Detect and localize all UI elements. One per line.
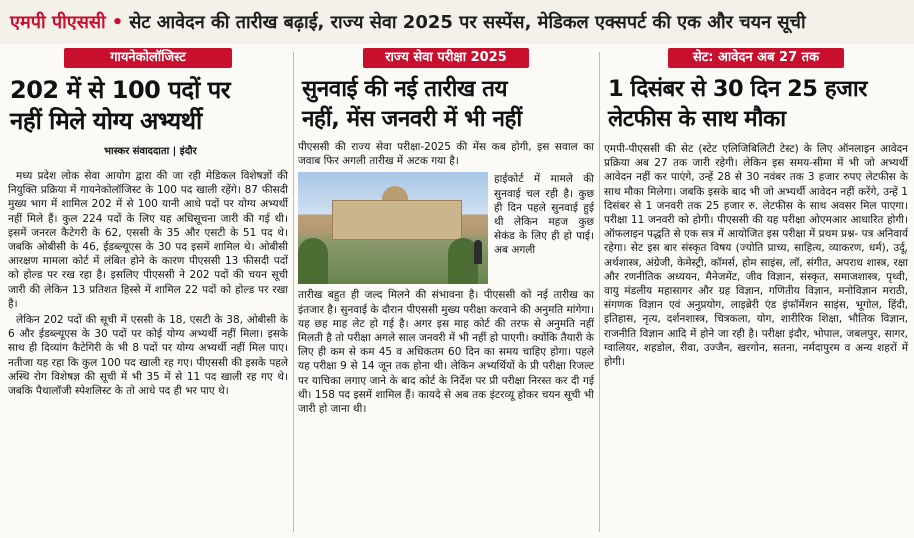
article-set-exam bbox=[604, 48, 908, 538]
article-tag: सेट: आवेदन अब 27 तक bbox=[668, 48, 844, 68]
headline-line: नहीं मिले योग्य अभ्यर्थी bbox=[10, 107, 202, 135]
headline-line: सुनवाई की नई तारीख तय bbox=[302, 76, 508, 102]
article-tag: राज्य सेवा परीक्षा 2025 bbox=[363, 48, 529, 68]
building bbox=[332, 200, 462, 240]
tree bbox=[298, 238, 328, 284]
column-divider bbox=[293, 52, 294, 532]
article-state-service-exam bbox=[298, 48, 594, 538]
article-headline bbox=[10, 75, 288, 137]
headline-line: लेटफीस के साथ मौका bbox=[608, 106, 786, 132]
article-intro: पीएससी की राज्य सेवा परीक्षा-2025 की मेंस कब होगी, इस सवाल का जवाब फिर अगली तारीख में अटक गया है। bbox=[298, 141, 594, 168]
article-gynecologist bbox=[8, 48, 288, 538]
side-text: हाईकोर्ट में मामले की सुनवाई चल रही है। कुछ ही दिन पहले सुनवाई हुई थी लेकिन महज कुछ सेकंड के लिए ही हो पाई। अब अगली bbox=[494, 173, 594, 257]
paragraph: मध्य प्रदेश लोक सेवा आयोग द्वारा की जा रही मेडिकल विशेषज्ञों की नियुक्ति प्रक्रिया में गायनेकोलॉजिस्ट के 100 पद खाली रहेंगे। 87 फीसदी मुख्य भाग में शामिल 202 में से 100 यानी आधे पदों पर योग्य अभ्यर्थी नहीं मिले हैं। कुल 224 पदों के लिए यह अधिसूचना जारी की गई थी। इसमें जनरल कैटेगरी के 62, एससी के 35 और एसटी के 51 पद थे। जबकि ओबीसी के 46, ईडब्ल्यूएस के 30 पद इसमें शामिल थे। ओबीसी आरक्षण मामला कोर्ट में लंबित होने के कारण पीएससी 13 फीसदी पदों को होल्ड पर रख रहा है। इसलिए पीएससी ने 202 पदों की चयन सूची जारी की लेकिन 13 प्रतिशत हिस्से में शामिल 22 पदों को होल्ड पर रखा है। bbox=[8, 170, 288, 310]
column-divider bbox=[599, 52, 600, 532]
article-body: तारीख बहुत ही जल्द मिलने की संभावना है। पीएससी को नई तारीख का इंतजार है। सुनवाई के दौरान पीएससी मुख्य परीक्षा करवाने की अनुमति मांगेगा। यह छह माह लेट हो गई है। अगर इस माह कोर्ट की तरफ से अनुमति नहीं मिलती है तो परीक्षा अगले साल जनवरी में भी नहीं हो पाएगी। क्योंकि तैयारी के लिए ही कम से कम 45 व अधिकतम 60 दिन का समय चाहिए होगा। पहले यह परीक्षा 9 से 14 जून तक होना थी। लेकिन अभ्यर्थियों के प्री परीक्षा रिजल्ट पर याचिका लगाए जाने के बाद कोर्ट के निर्देश पर प्री परीक्षा निरस्त कर दी गई थी। 158 पद इसमें शामिल हैं। कायदे से अब तक इंटरव्यू होकर चयन सूची भी जारी हो जाना थी। bbox=[298, 289, 594, 416]
section-brand: एमपी पीएससी bbox=[10, 12, 106, 33]
article-body bbox=[8, 169, 288, 398]
bullet-separator: • bbox=[111, 11, 124, 33]
photo-row bbox=[298, 172, 594, 284]
high-court-building-photo bbox=[298, 172, 488, 284]
section-title: सेट आवेदन की तारीख बढ़ाई, राज्य सेवा 2025 पर सस्पेंस, मेडिकल एक्सपर्ट की एक और चयन सूची bbox=[129, 12, 806, 33]
paragraph: लेकिन 202 पदों की सूची में एससी के 18, एसटी के 38, ओबीसी के 6 और ईडब्ल्यूएस के 30 पदों पर कोई योग्य अभ्यर्थी नहीं मिला। इसके साथ ही दिव्यांग कैटेगिरी के भी 8 पदों पर योग्य अभ्यर्थी नहीं मिल पाए। नतीजा यह रहा कि कुल 100 पद खाली रह गए। पीएससी की इसके पहले अस्थि रोग विशेषज्ञ की सूची में भी 35 में से 11 पद खाली रह गए थे। जबकि पैथालॉजी स्पेशलिस्ट के तो आधे पद ही भर पाए थे। bbox=[8, 314, 288, 398]
article-headline bbox=[608, 74, 908, 134]
section-header bbox=[0, 0, 914, 44]
article-body: एमपी-पीएससी की सेट (स्टेट एलिजिबिलिटी टेस्ट) के लिए ऑनलाइन आवेदन प्रक्रिया अब 27 तक जारी रहेगी। लेकिन इस समय-सीमा में भी जो अभ्यर्थी आवेदन नहीं कर पाएंगे, उन्हें 28 से 30 नवंबर तक 3 हजार रुपए लेटफीस के साथ मौका मिलेगा। जबकि इसके बाद भी जो अभ्यर्थी आवेदन नहीं करेंगे, उन्हें 1 दिसंबर से 1 जनवरी तक 25 हजार रु. लेटफीस के साथ अवसर मिल पाएगा। परीक्षा 11 जनवरी को होगी। पीएससी की यह परीक्षा ओएमआर आधारित होगी। ऑफलाइन पद्धति से एक सत्र में आयोजित इस परीक्षा में प्रथम प्रश्न- पत्र अनिवार्य रहेगा। सेट इस बार संस्कृत विषय (ज्योति प्राच्य, साहित्य, व्याकरण, धर्म), उर्दू, अर्थशास्त्र, अंग्रेजी, केमेस्ट्री, कॉमर्स, होम साइंस, लॉ, संगीत, अपराध शास्त्र, रक्षा और रणनीतिक अध्ययन, मैनेजमेंट, जीव विज्ञान, संस्कृत, समाजशास्त्र, पृथ्वी, वायु मंडलीय महासागर और ग्रह विज्ञान, गणितीय विज्ञान, मनोविज्ञान मराठी, संगणक विज्ञान एवं अनुप्रयोग, लाइब्रेरी एंड इंफॉर्मेशन साइंस, भूगोल, हिंदी, इतिहास, नृत्य, दर्शनशास्त्र, चित्रकला, योग, शारीरिक शिक्षा, भौतिक विज्ञान, राजनीति विज्ञान आदि में होने जा रही है। परीक्षा इंदौर, भोपाल, जबलपुर, सागर, ग्वालियर, शहडोल, रीवा, उज्जैन, खरगोन, सतना, नर्मदापुरम व अन्य शहरों में होगी। bbox=[604, 143, 908, 369]
headline-line: नहीं, मेंस जनवरी में भी नहीं bbox=[302, 106, 522, 132]
article-tag: गायनेकोलॉजिस्ट bbox=[64, 48, 232, 68]
article-headline bbox=[302, 74, 594, 134]
headline-line: 1 दिसंबर से 30 दिन 25 हजार bbox=[608, 76, 867, 102]
byline: भास्कर संवाददाता | इंदौर bbox=[104, 146, 197, 157]
person-figure bbox=[474, 240, 482, 264]
headline-line: 202 में से 100 पदों पर bbox=[10, 76, 231, 104]
